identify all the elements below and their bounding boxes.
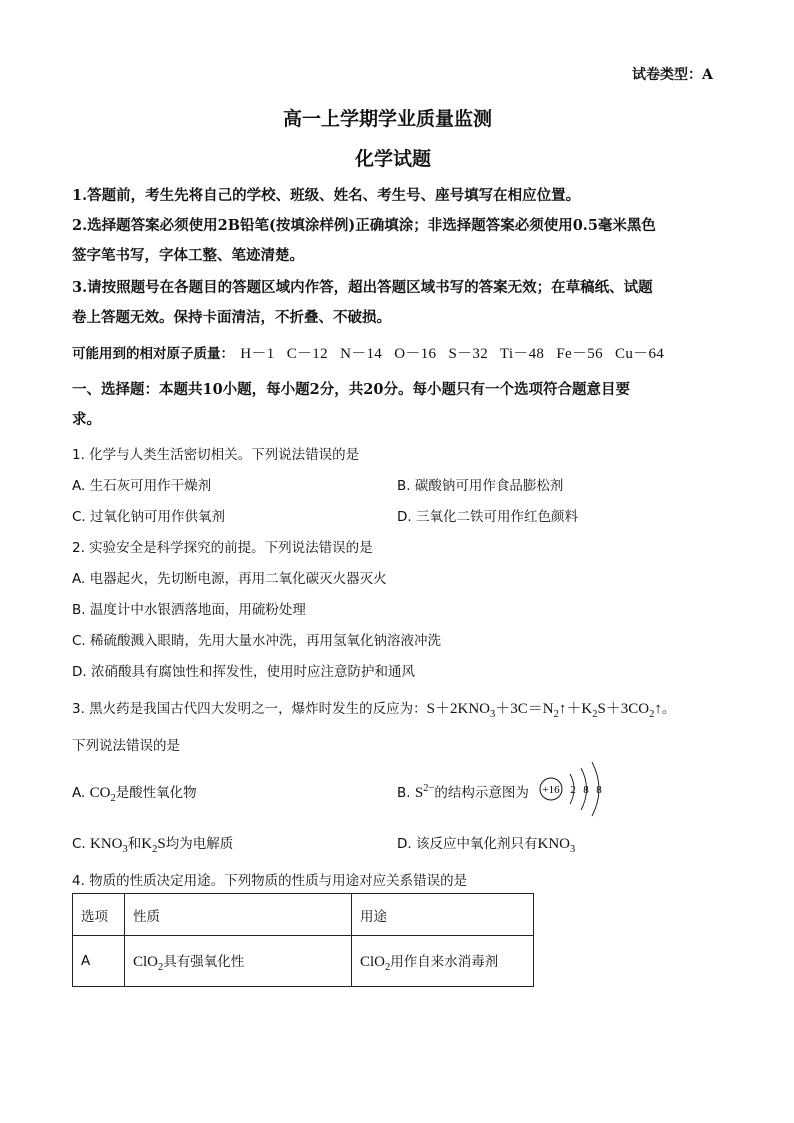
q3-option-c [72,832,233,855]
clo2-formula: ClO$_2$ [133,953,164,973]
q3-d-text: D. 该反应中氧化剂只有 [397,836,538,852]
shell-2-count: 8 [583,784,589,796]
q2-option-b: B. 温度计中水银洒落地面，用硫粉处理 [72,602,306,618]
notice-2-cont: 签字笔书写，字体工整、笔迹清楚。 [72,247,304,264]
section-heading-cont: 求。 [72,411,101,428]
kno3-formula-d: $KNO_3$ [537,836,576,855]
atomic-masses-label: 可能用到的相对原子质量： [72,346,234,362]
mass-o: O－16 [394,346,437,362]
nucleus-charge: +16 [542,784,560,796]
q3-option-d [397,832,575,855]
notice-3: 3.请按照题号在各题目的答题区域内作答，超出答题区域书写的答案无效；在草稿纸、试题 [72,279,653,296]
q3-stem [72,697,675,720]
q2-stem: 2. 实验安全是科学探究的前提。下列说法错误的是 [72,540,373,556]
s2-ion-formula: $S^{2-}$ [414,783,435,801]
mass-s: S－32 [448,346,489,362]
q3-b-text: 的结构示意图为 [434,785,529,801]
q3-option-a [72,781,197,804]
q1-option-c: C. 过氧化钠可用作供氧剂 [72,509,226,525]
row-a-property-text: 具有强氧化性 [163,953,245,970]
q1-option-a: A. 生石灰可用作干燥剂 [72,478,212,494]
table-row [73,936,534,987]
row-a-property [125,936,352,987]
q1-option-d: D. 三氧化二铁可用作红色颜料 [397,509,578,525]
row-a-option: A [73,936,125,987]
q3-reaction-equation: $S+2KNO_3+3C=N_2↑+K_2S+3CO_2↑$ [426,701,662,720]
shell-3-count: 8 [596,784,602,796]
q1-stem: 1. 化学与人类生活密切相关。下列说法错误的是 [72,447,360,463]
kno3-formula: $KNO_3$ [90,836,128,855]
k2s-formula: $K_2S$ [141,836,166,855]
q3-b-label: B. [397,785,411,801]
mass-cu: Cu－64 [615,346,665,362]
q3-a-text: 是酸性氧化物 [115,785,197,801]
mass-c: C－12 [286,346,328,362]
q3-stem-text: 3. 黑火药是我国古代四大发明之一，爆炸时发生的反应为： [72,701,427,717]
mass-ti: Ti－48 [499,346,545,362]
q3-c-and: 和 [127,836,142,852]
row-a-use-text: 用作自来水消毒剂 [390,953,499,970]
section-heading: 一、选择题：本题共10小题，每小题2分，共20分。每小题只有一个选项符合题意目要 [72,381,630,398]
q1-option-b: B. 碳酸钠可用作食品膨松剂 [397,478,564,494]
notice-3-cont: 卷上答题无效。保持卡面清洁，不折叠、不破损。 [72,309,391,326]
notice-1: 1.答题前，考生先将自己的学校、班级、姓名、考生号、座号填写在相应位置。 [72,187,581,204]
mass-n: N－14 [340,346,383,362]
table-header-row [73,894,534,936]
clo2-formula-use: ClO$_2$ [360,953,391,973]
q3-stem-end: 。 [661,701,676,717]
header-option: 选项 [73,894,125,936]
shell-1-count: 2 [570,784,576,796]
q3-stem-2: 下列说法错误的是 [72,738,180,754]
paper-type: 试卷类型：A [632,67,713,83]
q2-option-d: D. 浓硝酸具有腐蚀性和挥发性，使用时应注意防护和通风 [72,664,415,680]
subject-title: 化学试题 [355,148,432,170]
atomic-masses [72,342,664,363]
row-a-use [352,936,534,987]
q3-c-text: 均为电解质 [165,836,234,852]
mass-fe: Fe－56 [556,346,603,362]
q3-c-label: C. [72,836,86,852]
notice-2: 2.选择题答案必须使用2B铅笔(按填涂样例)正确填涂；非选择题答案必须使用0.5毫米黑色 [72,217,656,234]
q2-option-a: A. 电器起火，先切断电源，再用二氧化碳灭火器灭火 [72,571,387,587]
q3-option-b [397,781,529,802]
q4-table [72,893,534,987]
mass-h: H－1 [240,346,275,362]
q2-option-c: C. 稀硫酸溅入眼睛，先用大量水冲洗，再用氢氧化钠溶液冲洗 [72,633,442,649]
header-use: 用途 [352,894,534,936]
q4-stem: 4. 物质的性质决定用途。下列物质的性质与用途对应关系错误的是 [72,873,468,889]
sulfur-ion-structure-diagram [538,760,614,820]
co2-formula: $CO_2$ [89,785,116,804]
header-property: 性质 [125,894,352,936]
exam-title: 高一上学期学业质量监测 [283,108,493,130]
q3-a-label: A. [72,785,86,801]
